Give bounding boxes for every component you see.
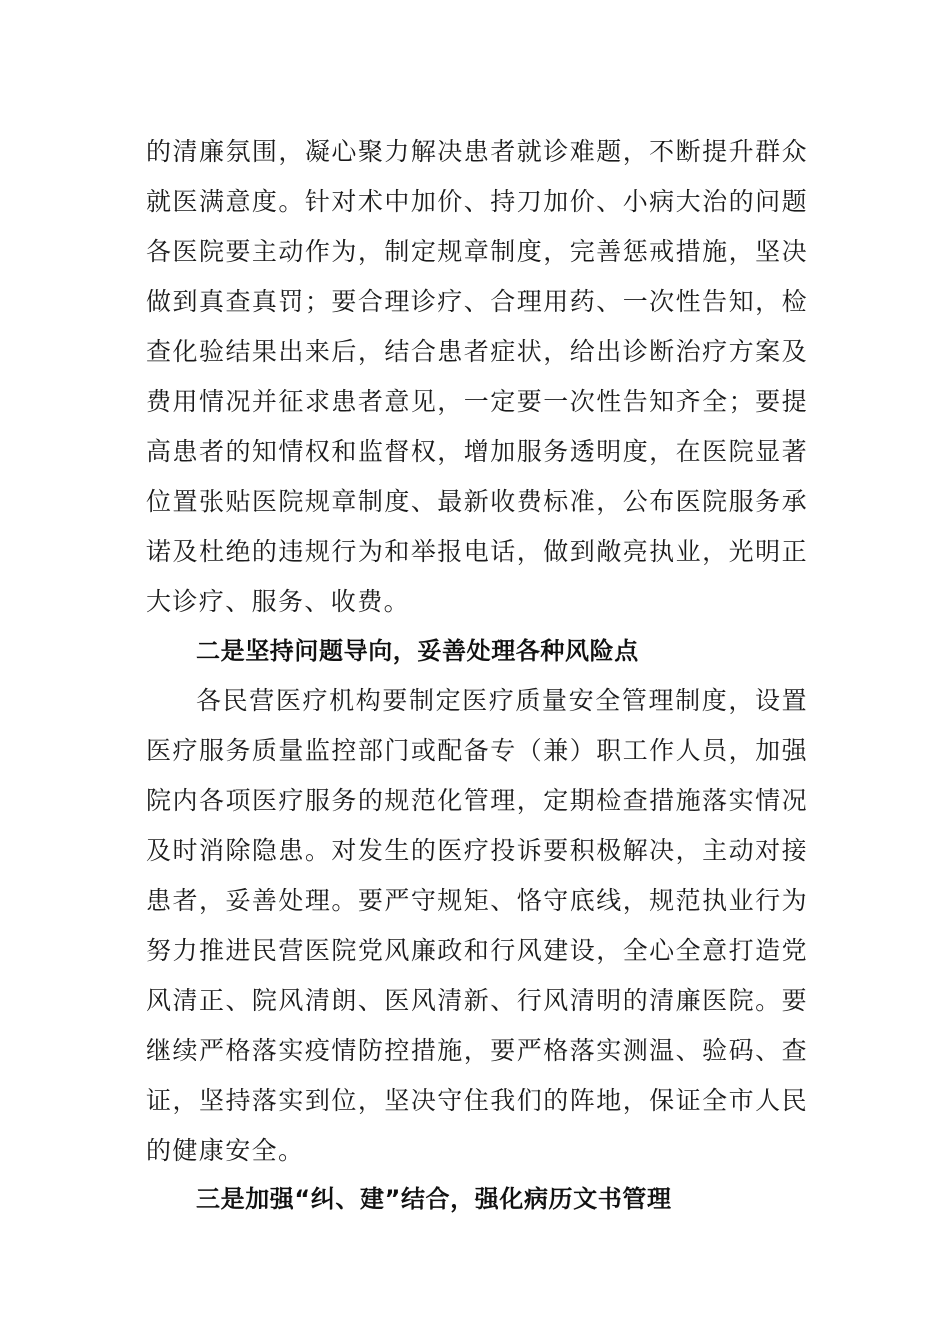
section-heading: 二是坚持问题导向，妥善处理各种风险点: [196, 637, 639, 665]
body-text-line: 位置张贴医院规章制度、最新收费标准，公布医院服务承: [146, 487, 808, 516]
body-text-line: 继续严格落实疫情防控措施，要严格落实测温、验码、查: [146, 1036, 808, 1065]
body-text-line: 的健康安全。: [146, 1136, 305, 1165]
body-text-line: 诺及杜绝的违规行为和举报电话，做到敞亮执业，光明正: [146, 537, 808, 566]
body-text-line: 努力推进民营医院党风廉政和行风建设，全心全意打造党: [146, 936, 808, 965]
body-text-line: 就医满意度。针对术中加价、持刀加价、小病大治的问题: [146, 187, 808, 216]
body-text-line: 高患者的知情权和监督权，增加服务透明度，在医院显著: [146, 437, 808, 466]
body-text-line: 费用情况并征求患者意见，一定要一次性告知齐全；要提: [146, 387, 808, 416]
body-text-line: 风清正、院风清朗、医风清新、行风清明的清廉医院。要: [146, 986, 808, 1015]
body-text-line: 查化验结果出来后，结合患者症状，给出诊断治疗方案及: [146, 337, 808, 366]
body-text-line: 患者，妥善处理。要严守规矩、恪守底线，规范执业行为: [146, 886, 808, 915]
body-text-line: 各医院要主动作为，制定规章制度，完善惩戒措施，坚决: [146, 237, 808, 266]
body-text-line: 做到真查真罚；要合理诊疗、合理用药、一次性告知，检: [146, 287, 808, 316]
body-text-line: 医疗服务质量监控部门或配备专（兼）职工作人员，加强: [146, 736, 808, 765]
body-text-line: 院内各项医疗服务的规范化管理，定期检查措施落实情况: [146, 786, 808, 815]
body-text-line: 大诊疗、服务、收费。: [146, 587, 411, 616]
body-text-line: 证，坚持落实到位，坚决守住我们的阵地，保证全市人民: [146, 1086, 808, 1115]
body-text-line: 的清廉氛围，凝心聚力解决患者就诊难题，不断提升群众: [146, 137, 808, 166]
section-heading: 三是加强“纠、建”结合，强化病历文书管理: [196, 1185, 672, 1213]
body-text-line: 各民营医疗机构要制定医疗质量安全管理制度，设置: [196, 686, 808, 715]
body-text-line: 及时消除隐患。对发生的医疗投诉要积极解决，主动对接: [146, 836, 808, 865]
